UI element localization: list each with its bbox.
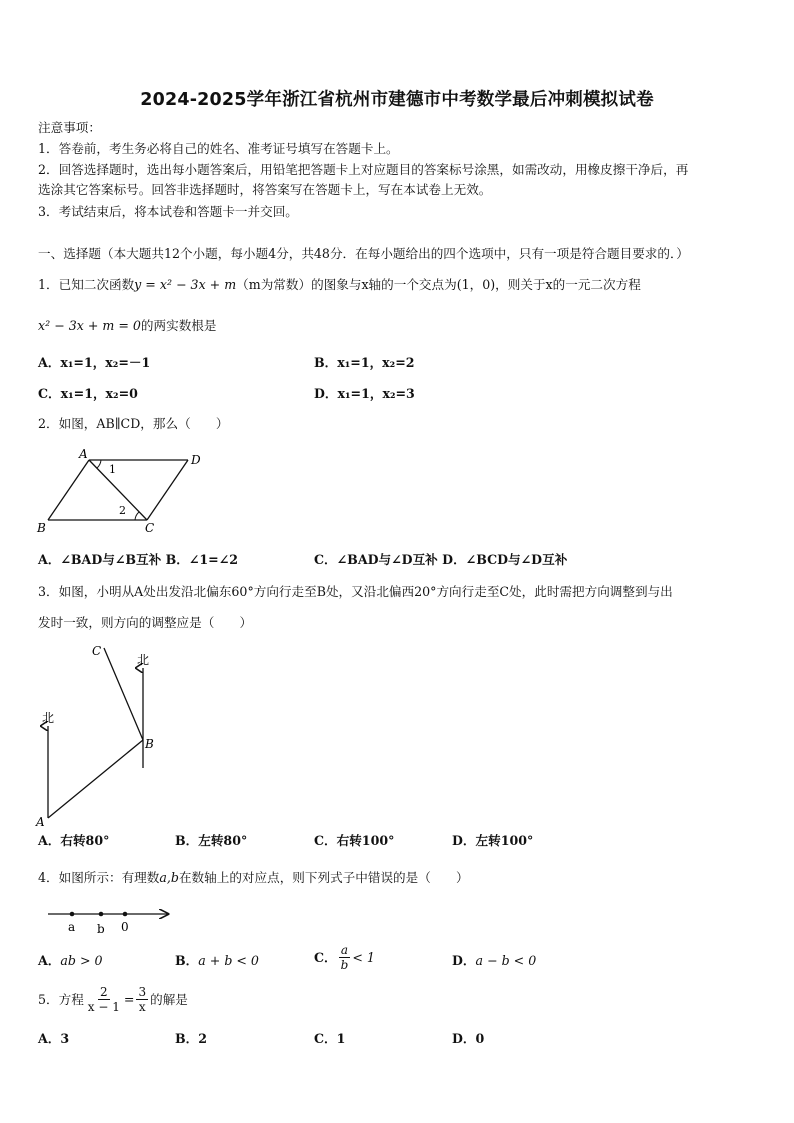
label-c: C bbox=[92, 644, 102, 658]
notice-item: 3．考试结束后，将本试卷和答题卡一并交回。 bbox=[38, 204, 298, 219]
fraction-denominator: x − 1 bbox=[87, 1000, 120, 1014]
q5-option-c[interactable]: C．1 bbox=[314, 1031, 346, 1046]
angle-1-arc bbox=[97, 460, 101, 468]
q1-option-b[interactable]: B．x₁=1，x₂=2 bbox=[314, 355, 415, 370]
q4-option-a[interactable] bbox=[38, 952, 103, 970]
q4-option-b[interactable] bbox=[175, 952, 259, 970]
question-3-stem-line1: 3．如图，小明从A处出发沿北偏东60°方向行走至B处，又沿北偏西20°方向行走至C处，此时需把方向调整到与出 bbox=[38, 584, 673, 599]
question-1-stem bbox=[38, 276, 641, 294]
page-title: 2024-2025学年浙江省杭州市建德市中考数学最后冲刺模拟试卷 bbox=[140, 90, 654, 110]
label-b: B bbox=[145, 737, 154, 751]
q5-stem-a: 5．方程 bbox=[38, 991, 84, 1007]
q3-option-b[interactable]: B．左转80° bbox=[175, 833, 248, 848]
notice-heading: 注意事项： bbox=[38, 120, 101, 135]
axis-label-a: a bbox=[68, 920, 76, 934]
notice-item: 1．答卷前，考生务必将自己的姓名、准考证号填写在答题卡上。 bbox=[38, 141, 399, 156]
q4-option-d[interactable] bbox=[452, 952, 536, 970]
q3-option-d[interactable]: D．左转100° bbox=[452, 833, 534, 848]
option-expr: ab > 0 bbox=[60, 953, 103, 968]
option-expr: a + b < 0 bbox=[198, 953, 259, 968]
q2-options-cd[interactable]: C．∠BAD与∠D互补 D．∠BCD与∠D互补 bbox=[314, 552, 568, 567]
fraction-numerator: 3 bbox=[138, 985, 147, 999]
q2-options-ab[interactable]: A．∠BAD与∠B互补 B．∠1=∠2 bbox=[38, 552, 239, 567]
question-2-stem: 2．如图，AB∥CD，那么（ ） bbox=[38, 416, 229, 431]
segment-ac bbox=[89, 460, 147, 520]
label-angle-1: 1 bbox=[109, 463, 116, 476]
q3-option-c[interactable]: C．右转100° bbox=[314, 833, 395, 848]
q1-option-c[interactable]: C．x₁=1，x₂=0 bbox=[38, 386, 138, 401]
q1-formula: y = x² − 3x + m bbox=[134, 277, 237, 292]
q4-number-line-figure bbox=[44, 904, 174, 936]
label-angle-2: 2 bbox=[119, 504, 126, 517]
segment-ab bbox=[48, 460, 89, 520]
q4-option-c[interactable] bbox=[314, 943, 375, 972]
option-expr: < 1 bbox=[352, 949, 375, 965]
q1-stem-b: （m为常数）的图象与x轴的一个交点为(1，0)，则关于x的一元二次方程 bbox=[236, 277, 641, 292]
path-ab bbox=[48, 740, 143, 818]
q5-stem-b: 的解是 bbox=[150, 991, 188, 1007]
label-b: B bbox=[37, 521, 46, 535]
section-heading: 一、选择题（本大题共12个小题，每小题4分，共48分．在每小题给出的四个选项中，只有一项是符合题目要求的．） bbox=[38, 246, 689, 261]
q3-option-a[interactable]: A．右转80° bbox=[38, 833, 110, 848]
point-zero bbox=[123, 912, 128, 917]
q1-equation: x² − 3x + m = 0 bbox=[38, 318, 141, 333]
angle-2-arc bbox=[135, 512, 139, 520]
q3-direction-figure bbox=[34, 640, 164, 830]
north-label-a: 北 bbox=[42, 711, 55, 725]
q1-option-a[interactable]: A．x₁=1，x₂=－1 bbox=[38, 355, 151, 370]
label-c: C bbox=[145, 521, 155, 535]
question-5-stem bbox=[38, 985, 188, 1014]
fraction-numerator: a bbox=[340, 943, 349, 957]
point-a bbox=[70, 912, 75, 917]
axis-label-b: b bbox=[97, 922, 105, 936]
option-fraction bbox=[339, 943, 351, 972]
q1-option-d[interactable]: D．x₁=1，x₂=3 bbox=[314, 386, 415, 401]
notice-item: 选涂其它答案标号。回答非选择题时，将答案写在答题卡上，写在本试卷上无效。 bbox=[38, 182, 492, 197]
question-3-stem-line2: 发时一致，则方向的调整应是（ ） bbox=[38, 615, 253, 630]
q4-stem-a: 4．如图所示：有理数 bbox=[38, 870, 160, 885]
q5-option-d[interactable]: D．0 bbox=[452, 1031, 485, 1046]
label-d: D bbox=[191, 453, 201, 467]
question-4-stem bbox=[38, 869, 469, 887]
fraction-denominator: x bbox=[138, 1000, 146, 1014]
option-letter: B． bbox=[175, 953, 199, 968]
option-expr: a − b < 0 bbox=[475, 953, 537, 968]
segment-dc bbox=[147, 460, 188, 520]
fraction-denominator: b bbox=[340, 958, 349, 972]
label-a: A bbox=[79, 447, 88, 461]
north-label-b: 北 bbox=[137, 653, 150, 667]
point-b bbox=[99, 912, 104, 917]
q1-stem-a: 1．已知二次函数 bbox=[38, 277, 135, 292]
q5-fraction-left bbox=[86, 985, 122, 1014]
q1-stem-c: 的两实数根是 bbox=[140, 318, 217, 333]
option-letter: C． bbox=[314, 949, 337, 965]
option-letter: D． bbox=[452, 953, 476, 968]
option-letter: A． bbox=[38, 953, 61, 968]
q5-equals: = bbox=[123, 991, 135, 1007]
question-1-equation-line bbox=[38, 317, 216, 335]
fraction-numerator: 2 bbox=[100, 985, 108, 999]
q4-vars: a,b bbox=[159, 870, 179, 885]
q4-stem-b: 在数轴上的对应点，则下列式子中错误的是（ ） bbox=[178, 870, 469, 885]
q5-option-b[interactable]: B．2 bbox=[175, 1031, 208, 1046]
q5-fraction-right bbox=[136, 985, 148, 1014]
label-a: A bbox=[36, 815, 45, 829]
axis-label-zero: 0 bbox=[121, 920, 129, 934]
q5-option-a[interactable]: A．3 bbox=[38, 1031, 70, 1046]
q2-parallelogram-figure bbox=[34, 446, 206, 538]
notice-item: 2．回答选择题时，选出每小题答案后，用铅笔把答题卡上对应题目的答案标号涂黑，如需改动，用橡皮擦干净后，再 bbox=[38, 162, 689, 177]
